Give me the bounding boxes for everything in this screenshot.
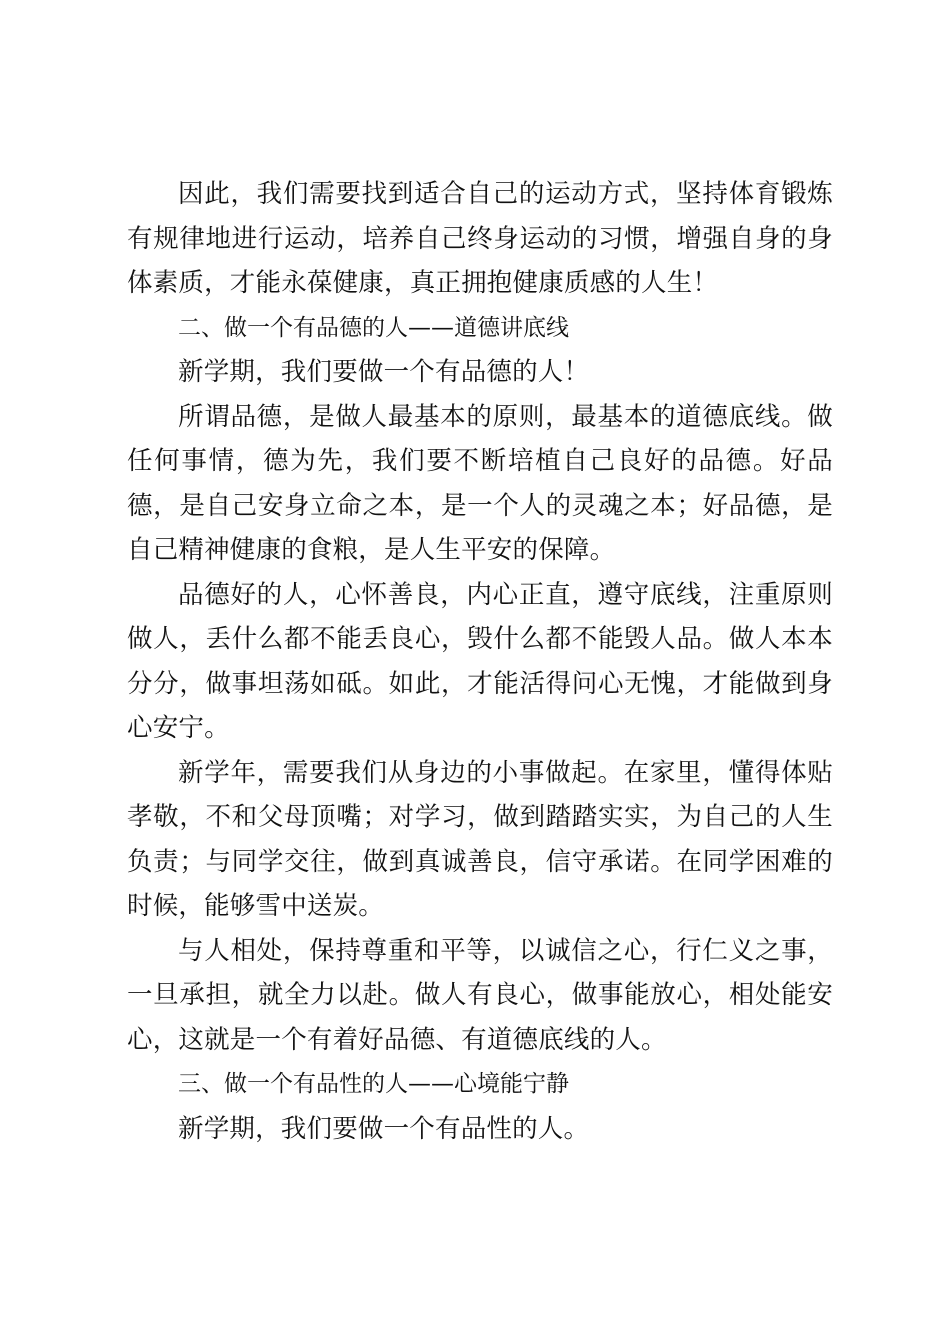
- paragraph-exercise-conclusion: 因此，我们需要找到适合自己的运动方式，坚持体育锻炼有规律地进行运动，培养自己终身运动的习惯，增强自身的身体素质，才能永葆健康，真正拥抱健康质感的人生！: [127, 179, 833, 298]
- paragraph-morality-intro: 新学期，我们要做一个有品德的人！: [178, 357, 590, 387]
- section-heading-character: 三、做一个有品性的人——心境能宁静: [178, 1071, 569, 1097]
- paragraph-new-school-year: 新学年，需要我们从身边的小事做起。在家里，懂得体贴孝敬，不和父母顶嘴；对学习，做到踏踏实实，为自己的人生负责；与同学交往，做到真诚善良，信守承诺。在同学困难的时候，能够雪中送炭。: [127, 757, 833, 921]
- paragraph-getting-along: 与人相处，保持尊重和平等，以诚信之心，行仁义之事，一旦承担，就全力以赴。做人有良心，做事能放心，相处能安心，这就是一个有着好品德、有道德底线的人。: [127, 935, 833, 1055]
- paragraph-character-intro: 新学期，我们要做一个有品性的人。: [178, 1113, 590, 1144]
- paragraph-morality-traits: 品德好的人，心怀善良，内心正直，遵守底线，注重原则做人，丢什么都不能丢良心，毁什么都不能毁人品。做人本本分分，做事坦荡如砥。如此，才能活得问心无愧，才能做到身心安宁。: [127, 579, 833, 743]
- paragraph-morality-definition: 所谓品德，是做人最基本的原则，最基本的道德底线。做任何事情，德为先，我们要不断培植自己良好的品德。好品德，是自己安身立命之本，是一个人的灵魂之本；好品德，是自己精神健康的食粮，是人生平安的保障。: [127, 401, 833, 565]
- section-heading-morality: 二、做一个有品德的人——道德讲底线: [178, 314, 569, 341]
- document-body: [127, 172, 833, 1151]
